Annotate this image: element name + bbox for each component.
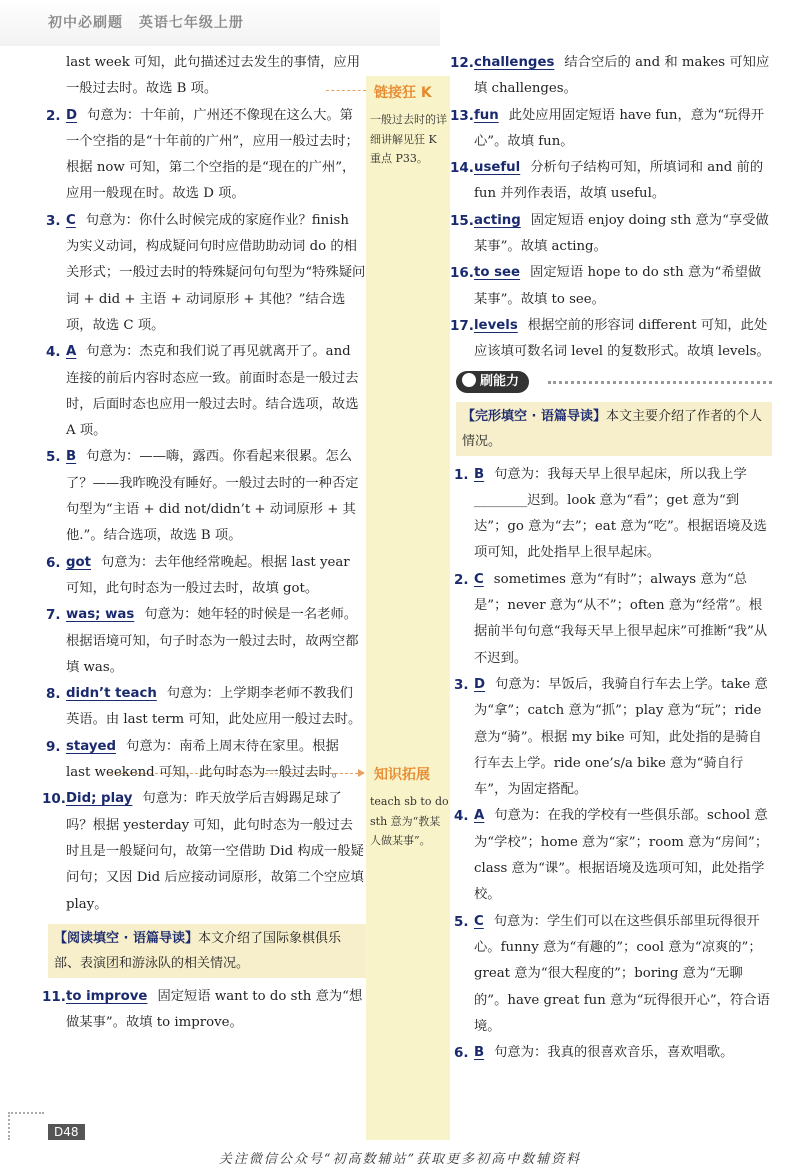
answer-item [48, 103, 366, 208]
item-number: 15. [450, 212, 474, 229]
item-text: 句意为：她年轻的时候是一名老师。根据语境可知，句子时态为一般过去时，故两空都填 was。 [66, 607, 359, 675]
badge-dots [548, 381, 772, 384]
right-items [450, 50, 772, 366]
item-answer: didn’t teach [66, 686, 157, 702]
item-number: 2. [454, 571, 469, 588]
item-answer: B [474, 1045, 485, 1061]
item-number: 8. [46, 686, 61, 703]
answer-item [42, 984, 366, 1037]
item-number: 13. [450, 107, 474, 124]
guide-tag: 【阅读填空 · 语篇导读】 [54, 930, 198, 946]
ext-title [374, 764, 430, 784]
intro-text: last week 可知，此句描述过去发生的事情，应用一般过去时。故选 B 项。 [66, 55, 361, 97]
item-answer: got [66, 554, 92, 570]
ext-title-text: 知识拓展 [374, 767, 430, 783]
answer-item [48, 444, 366, 549]
item-text: sometimes 意为“有时”；always 意为“总是”；never 意为“从不”；often 意为“经常”。根据前半句句意“我每天早上很早起床”可推断“我”从不迟到。 [474, 571, 768, 666]
footer-note: 关注微信公众号“初高数辅站”获取更多初高中数辅资料 [218, 1152, 582, 1167]
item-text: 句意为：上学期李老师不教我们英语。由 last term 可知，此处应用一般过去时。 [66, 686, 362, 728]
right-column [450, 50, 772, 1066]
item-answer: Did; play [66, 791, 133, 807]
answer-item [48, 602, 366, 681]
answer-item [456, 803, 772, 908]
item-number: 4. [454, 808, 469, 825]
answer-item [456, 672, 772, 803]
item-text: 句意为：你什么时候完成的家庭作业？finish 为实义动词，构成疑问句时应借助助动词 do 的相关形式；一般过去时的特殊疑问句句型为“特殊疑问词 + did + 主语 + 动词原形 + 其他？”结合选项，故选 C 项。 [66, 212, 366, 333]
answer-item [48, 550, 366, 603]
item-text: 句意为：十年前，广州还不像现在这么大。第一个空指的是“十年前的广州”，应用一般过去时；根据 now 可知，第二个空指的是“现在的广州”，应用一般现在时。故选 D 项。 [66, 107, 359, 202]
item-number: 6. [454, 1045, 469, 1062]
item-text: 句意为：学生们可以在这些俱乐部里玩得很开心。funny 意为“有趣的”；cool 意为“凉爽的”；great 意为“很大程度的”；boring 意为“无聊的”。have great fun 意为“玩得很开心”，符合语境。 [474, 913, 770, 1034]
item-answer: challenges [474, 55, 555, 70]
item-text: 句意为：——嗨，露西。你看起来很累。怎么了？——我昨晚没有睡好。一般过去时的一种否定句型为“主语 + did not/didn’t + 动词原形 + 其他.”。结合选项，故选 B 项。 [66, 449, 359, 544]
item-number: 12. [450, 55, 474, 71]
answer-item [48, 339, 366, 444]
item-number: 16. [450, 265, 474, 282]
item-number: 1. [454, 466, 469, 483]
guide-tag: 【完形填空 · 语篇导读】 [462, 408, 606, 424]
item-answer: useful [474, 160, 521, 176]
item-answer: A [474, 808, 485, 824]
answer-item [450, 208, 772, 261]
answer-item [48, 734, 366, 787]
item-answer: was; was [66, 607, 135, 623]
item-answer: to see [474, 265, 521, 281]
answer-item [48, 208, 366, 339]
item-number: 2. [46, 107, 61, 124]
badge-text: 刷能力 [480, 373, 520, 389]
subject-title: 英语七年级上册 [138, 15, 244, 31]
header-title [48, 12, 254, 32]
item-text: 句意为：早饭后，我骑自行车去上学。take 意为“拿”；catch 意为“抓”；play 意为“玩”；ride 意为“骑”。根据 my bike 可知，此处指的是骑自行车去上学。ride one’s/a bike 意为“骑自行车”，为固定搭配。 [474, 676, 768, 798]
answer-item [456, 462, 772, 567]
ext-text: teach sb to do sth 意为“教某人做某事”。 [370, 795, 449, 847]
answer-item [450, 50, 772, 103]
cloze-guide [456, 402, 772, 456]
item-answer: stayed [66, 738, 117, 754]
item-text: 分析句子结构可知，所填词和 and 前的 fun 并列作表语，故填 useful。 [474, 160, 764, 202]
item-text: 固定短语 hope to do sth 意为“希望做某事”。故填 to see。 [474, 265, 762, 307]
item-text: 固定短语 want to do sth 意为“想做某事”。故填 to improve。 [66, 988, 363, 1031]
link-text: 一般过去时的详细讲解见狂 K 重点 P33。 [370, 113, 447, 165]
answer-item [450, 260, 772, 313]
answer-item [48, 681, 366, 734]
answer-item [42, 786, 366, 917]
ability-badge [456, 371, 529, 393]
item-number: 5. [46, 449, 61, 466]
item-number: 5. [454, 913, 469, 930]
item-number: 9. [46, 738, 61, 755]
item-text: 结合空后的 and 和 makes 可知应填 challenges。 [474, 55, 770, 97]
item-answer: C [66, 212, 76, 228]
answer-item [450, 103, 772, 156]
item-text: 句意为：在我的学校有一些俱乐部。school 意为“学校”；home 意为“家”；room 意为“房间”；class 意为“课”。根据语境及选项可知，此处指学校。 [474, 808, 769, 903]
item-answer: C [474, 571, 484, 587]
left-items [42, 103, 366, 918]
item-text: 句意为：杰克和我们说了再见就离开了。and 连接的前后内容时态应一致。前面时态是一般过去时，后面时态也应用一般过去时。结合选项，故选 A 项。 [66, 344, 359, 439]
item-text: 此处应用固定短语 have fun，意为“玩得开心”。故填 fun。 [474, 107, 765, 149]
item-number: 10. [42, 791, 66, 808]
page-corner [8, 1112, 44, 1140]
link-title-text: 链接狂 K [374, 85, 432, 101]
guide-text: 本文主要介绍了作者的个人情况。 [462, 408, 763, 449]
answer-item [450, 155, 772, 208]
item-number: 11. [42, 988, 66, 1005]
item-answer: C [474, 913, 484, 929]
item-text: 句意为：我每天早上很早起床，所以我上学________迟到。look 意为“看”；get 意为“到达”；go 意为“去”；eat 意为“吃”。根据语境及选项可知，此处指早上很早起床。 [474, 466, 767, 561]
brush-icon [462, 373, 476, 387]
page-number: D48 [48, 1124, 85, 1140]
item-number: 17. [450, 317, 474, 334]
book-title: 初中必刷题 [48, 15, 123, 31]
item-number: 7. [46, 607, 61, 624]
item-text: 固定短语 enjoy doing sth 意为“享受做某事”。故填 acting。 [474, 212, 769, 255]
item-answer: fun [474, 107, 499, 123]
link-title [374, 82, 432, 102]
guide-text: 本文介绍了国际象棋俱乐部、表演团和游泳队的相关情况。 [54, 930, 342, 971]
answer-item [456, 909, 772, 1040]
answer-item [456, 1040, 772, 1066]
answer-item [450, 313, 772, 366]
answer-item [456, 567, 772, 672]
right-items2 [456, 462, 772, 1067]
item-number: 4. [46, 344, 61, 361]
page-header [0, 0, 440, 46]
item-answer: A [66, 344, 77, 360]
item-answer: levels [474, 317, 518, 333]
item-text: 句意为：昨天放学后吉姆踢足球了吗？根据 yesterday 可知，此句时态为一般过去时且是一般疑问句，故第一空借助 Did 构成一般疑问句；又因 Did 后应接动词原形，故第二个空应填 play。 [66, 791, 364, 912]
item-text: 根据空前的形容词 different 可知，此处应该填可数名词 level 的复数形式。故填 levels。 [474, 317, 770, 360]
item-text: 句意为：我真的很喜欢音乐，喜欢唱歌。 [494, 1045, 734, 1061]
item-answer: to improve [66, 988, 148, 1004]
sidebar [366, 76, 450, 1140]
item-number: 3. [46, 212, 61, 229]
item-answer: D [66, 107, 78, 123]
item-answer: B [66, 449, 77, 465]
item-text: 句意为：去年他经常晚起。根据 last year 可知，此句时态为一般过去时，故填 got。 [66, 554, 350, 596]
reading-guide [48, 924, 366, 978]
item-answer: D [474, 676, 486, 692]
item-number: 6. [46, 554, 61, 571]
item-text: 句意为：南希上周末待在家里。根据 last weekend 可知，此句时态为一般过去时。 [66, 738, 346, 781]
ability-section [456, 370, 772, 396]
item-number: 3. [454, 676, 469, 693]
item-answer: B [474, 466, 485, 482]
left-column [42, 50, 366, 1036]
item-number: 14. [450, 160, 474, 177]
item-answer: acting [474, 212, 521, 228]
